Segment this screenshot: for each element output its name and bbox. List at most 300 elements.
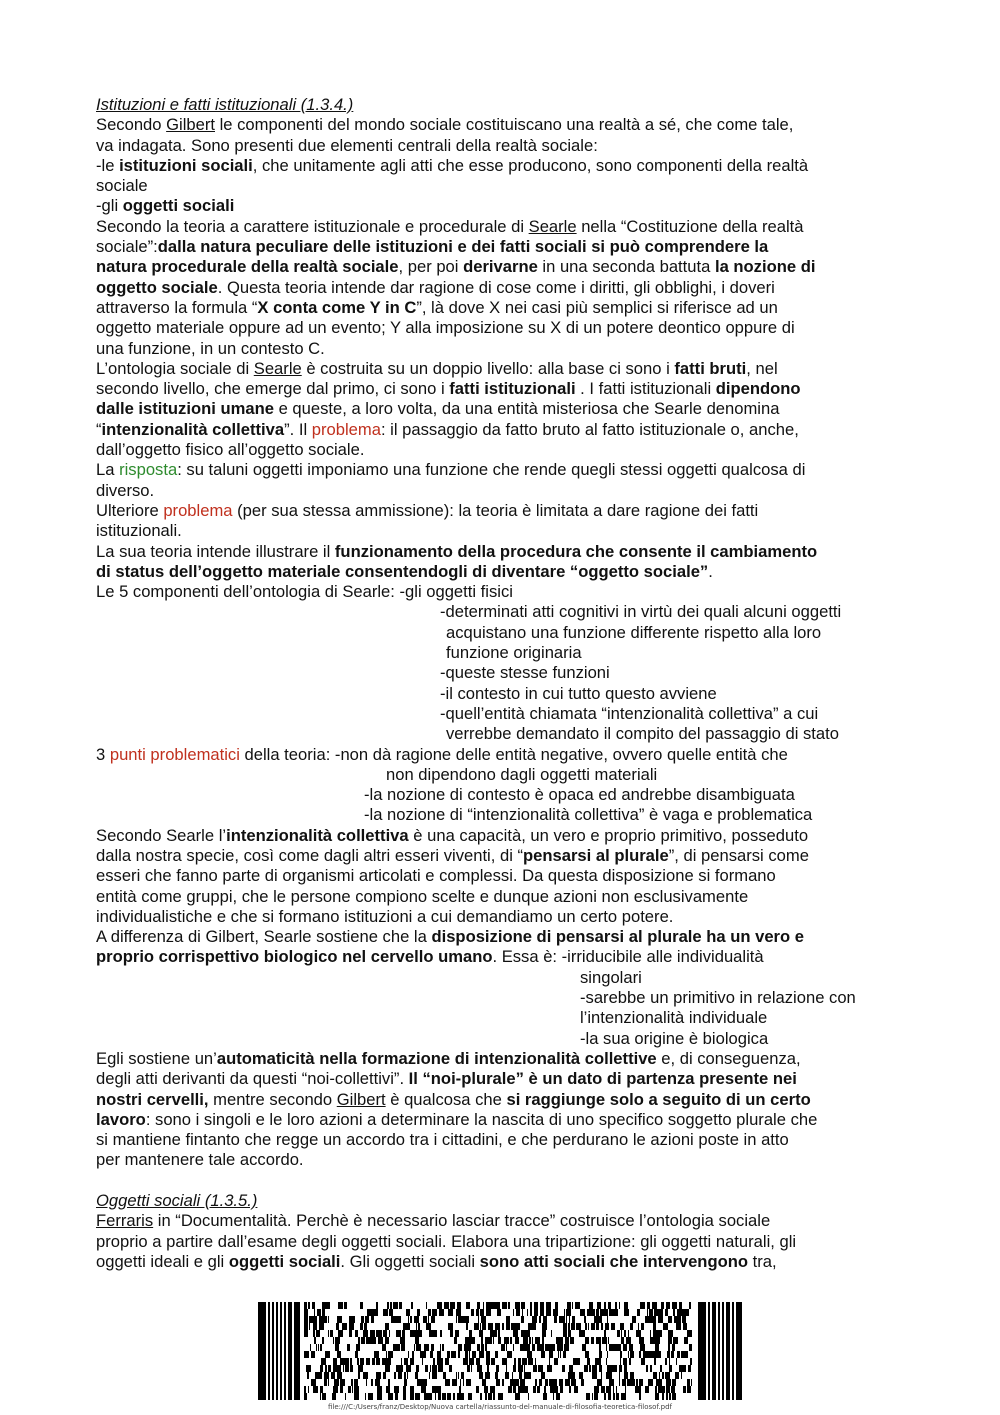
barcode-module	[554, 1316, 557, 1323]
barcode-module	[681, 1309, 684, 1316]
barcode-module	[619, 1379, 620, 1386]
text-line	[96, 602, 908, 622]
barcode-module	[470, 1337, 475, 1344]
barcode-module	[685, 1386, 686, 1393]
barcode-module	[328, 1330, 329, 1337]
barcode-module	[674, 1316, 679, 1323]
barcode-module	[606, 1372, 607, 1379]
barcode-module	[608, 1302, 611, 1309]
text-run: La sua teoria intende illustrare il	[96, 541, 335, 561]
text-line	[96, 1049, 908, 1069]
barcode-module	[668, 1316, 672, 1323]
text-run: Secondo la teoria a carattere istituzionale e procedurale di	[96, 216, 529, 236]
barcode-module	[569, 1365, 570, 1372]
barcode-module	[403, 1393, 406, 1400]
barcode-module	[660, 1365, 662, 1372]
barcode-module	[479, 1372, 483, 1379]
barcode-module	[666, 1302, 670, 1309]
barcode-module	[506, 1323, 510, 1330]
barcode-module	[568, 1372, 572, 1379]
barcode-module	[496, 1379, 500, 1386]
barcode-module	[431, 1344, 434, 1351]
barcode-module	[602, 1337, 607, 1344]
barcode-module	[672, 1302, 677, 1309]
barcode-module	[691, 1379, 692, 1386]
barcode-module	[349, 1323, 354, 1330]
barcode-module	[661, 1302, 664, 1309]
barcode-module	[563, 1316, 565, 1323]
barcode-module	[619, 1302, 620, 1309]
barcode-module	[626, 1337, 631, 1344]
barcode-module	[669, 1358, 670, 1365]
barcode-module	[649, 1309, 653, 1316]
barcode-module	[480, 1323, 481, 1330]
barcode-module	[360, 1358, 364, 1365]
barcode-module	[615, 1302, 617, 1309]
barcode-module	[445, 1393, 446, 1400]
barcode-module	[433, 1358, 435, 1365]
barcode-module	[486, 1358, 490, 1365]
barcode-module	[665, 1358, 667, 1365]
barcode-module	[683, 1323, 687, 1330]
barcode-start-bar	[280, 1302, 282, 1400]
barcode-module	[525, 1344, 530, 1351]
barcode-module	[308, 1302, 310, 1309]
barcode-module	[512, 1372, 513, 1379]
barcode-module	[663, 1323, 666, 1330]
barcode-module	[469, 1351, 470, 1358]
file-path-footer: file:///C:/Users/franz/Desktop/Nuova cartella/riassunto-del-manuale-di-filosofia-teoretica-filosof.pdf	[328, 1403, 672, 1411]
barcode-stop-bar	[732, 1302, 734, 1400]
barcode-module	[324, 1393, 326, 1400]
text-run: entità come gruppi, che le persone compiono scelte e dunque azioni non esclusivamente	[96, 886, 749, 906]
barcode-module	[683, 1386, 685, 1393]
barcode-module	[624, 1309, 629, 1316]
text-run: -la nozione di “intenzionalità collettiva” è vaga e problematica	[364, 805, 813, 825]
barcode-module	[572, 1316, 575, 1323]
barcode-module	[514, 1358, 516, 1365]
text-line	[96, 359, 908, 379]
barcode-module	[564, 1309, 565, 1316]
barcode-module	[549, 1379, 552, 1386]
barcode-module	[314, 1379, 316, 1386]
barcode-module	[653, 1351, 656, 1358]
text-run: funzione originaria	[446, 643, 582, 663]
text-line	[96, 115, 908, 135]
barcode-module	[407, 1372, 408, 1379]
barcode-module	[520, 1358, 521, 1365]
barcode-module	[326, 1302, 330, 1309]
barcode-module	[510, 1337, 512, 1344]
barcode-module	[558, 1344, 563, 1351]
barcode-module	[314, 1309, 315, 1316]
barcode-module	[515, 1393, 520, 1400]
barcode-module	[495, 1351, 497, 1358]
text-run: non dipendono dagli oggetti materiali	[386, 764, 658, 784]
barcode-module	[519, 1372, 522, 1379]
barcode-module	[606, 1358, 607, 1365]
text-run: , nel	[746, 358, 778, 378]
text-run: si mantiene fintanto che regge un accordo tra i cittadini, e che perdurano le azioni poste in atto	[96, 1130, 789, 1150]
text-run: . I fatti istituzionali	[575, 379, 716, 399]
barcode-module	[357, 1358, 359, 1365]
barcode-module	[304, 1323, 305, 1330]
barcode-module	[459, 1393, 464, 1400]
text-line	[96, 684, 908, 704]
bold-text: oggetti sociali	[228, 1251, 341, 1271]
barcode-module	[312, 1302, 315, 1309]
barcode-module	[309, 1323, 310, 1330]
barcode-module	[490, 1386, 495, 1393]
barcode-module	[336, 1379, 339, 1386]
barcode-module	[456, 1372, 457, 1379]
barcode-module	[314, 1337, 316, 1344]
barcode-module	[619, 1372, 620, 1379]
barcode-start-bar	[288, 1302, 292, 1400]
barcode-module	[538, 1365, 543, 1372]
barcode-module	[675, 1372, 679, 1379]
barcode-module	[333, 1365, 337, 1372]
barcode-module	[672, 1379, 676, 1386]
text-run: -la nozione di contesto è opaca ed andrebbe disambiguata	[364, 785, 795, 805]
text-run: -il contesto in cui tutto questo avviene	[440, 683, 717, 703]
barcode-module	[490, 1330, 495, 1337]
bold-text: derivarne	[463, 257, 538, 277]
text-run: sociale”:	[96, 237, 158, 257]
barcode-module	[506, 1365, 507, 1372]
barcode-module	[643, 1351, 648, 1358]
barcode-module	[615, 1344, 618, 1351]
text-line	[96, 1008, 908, 1028]
barcode-stop-bar	[718, 1302, 720, 1400]
barcode-module	[326, 1365, 327, 1372]
barcode-module	[429, 1372, 430, 1379]
text-line	[96, 1150, 908, 1170]
barcode-module	[570, 1365, 573, 1372]
barcode-module	[604, 1393, 606, 1400]
text-run: L’ontologia sociale di	[96, 358, 254, 378]
barcode-module	[535, 1337, 540, 1344]
barcode-module	[345, 1393, 346, 1400]
text-run: in una seconda battuta	[537, 257, 715, 277]
bold-text: funzionamento della procedura che consente il cambiamento	[334, 541, 818, 561]
barcode-module	[528, 1372, 531, 1379]
barcode-module	[410, 1358, 414, 1365]
barcode-module	[654, 1309, 659, 1316]
barcode-module	[485, 1344, 487, 1351]
barcode-module	[424, 1344, 429, 1351]
barcode-module	[570, 1337, 574, 1344]
red-highlight: problema	[311, 419, 381, 439]
barcode-module	[317, 1309, 321, 1316]
barcode-module	[304, 1393, 307, 1400]
barcode-module	[624, 1344, 627, 1351]
barcode-module	[542, 1323, 547, 1330]
barcode-module	[653, 1330, 658, 1337]
barcode-module	[666, 1393, 668, 1400]
barcode-module	[597, 1302, 601, 1309]
barcode-module	[418, 1330, 422, 1337]
text-run: secondo livello, che emerge dal primo, ci sono i	[96, 379, 450, 399]
text-run: -le	[96, 155, 120, 175]
barcode-module	[450, 1302, 451, 1309]
barcode-module	[358, 1337, 360, 1344]
barcode-module	[539, 1379, 542, 1386]
barcode-stop-bar	[708, 1302, 710, 1400]
barcode-module	[411, 1302, 413, 1309]
barcode-module	[658, 1330, 662, 1337]
barcode-module	[363, 1372, 367, 1379]
barcode-module	[624, 1330, 626, 1337]
barcode-module	[520, 1379, 525, 1386]
barcode-module	[449, 1365, 452, 1372]
barcode-module	[650, 1365, 652, 1372]
barcode-module	[358, 1372, 360, 1379]
barcode-module	[457, 1393, 459, 1400]
barcode-stop-bar	[736, 1302, 742, 1400]
text-run: della teoria: -non dà ragione delle entità negative, ovvero quelle entità che	[239, 744, 788, 764]
barcode-module	[530, 1309, 532, 1316]
barcode-module	[479, 1351, 484, 1358]
barcode-module	[647, 1302, 650, 1309]
barcode-module	[532, 1323, 536, 1330]
barcode-module	[583, 1330, 585, 1337]
barcode-module	[535, 1358, 536, 1365]
barcode-module	[528, 1393, 529, 1400]
barcode-module	[573, 1358, 577, 1365]
barcode-module	[659, 1379, 662, 1386]
barcode-module	[620, 1351, 622, 1358]
barcode-module	[442, 1344, 444, 1351]
barcode-module	[448, 1309, 453, 1316]
barcode-module	[310, 1344, 311, 1351]
barcode-module	[493, 1393, 495, 1400]
barcode-module	[471, 1309, 474, 1316]
barcode-module	[539, 1316, 541, 1323]
barcode-module	[383, 1330, 387, 1337]
barcode-module	[385, 1337, 389, 1344]
barcode-module	[406, 1365, 408, 1372]
barcode-module	[480, 1393, 482, 1400]
barcode-module	[522, 1309, 523, 1316]
barcode-start-bar	[284, 1302, 286, 1400]
barcode-module	[688, 1365, 691, 1372]
barcode-module	[584, 1316, 586, 1323]
barcode-module	[564, 1344, 569, 1351]
bold-text: nostri cervelli,	[96, 1089, 209, 1109]
barcode-module	[591, 1337, 593, 1344]
barcode-module	[597, 1379, 602, 1386]
barcode-module	[553, 1386, 558, 1393]
barcode-module	[533, 1365, 537, 1372]
barcode-module	[618, 1344, 621, 1351]
barcode-module	[532, 1337, 533, 1344]
barcode-module	[337, 1351, 341, 1358]
barcode-module	[553, 1344, 555, 1351]
barcode-module	[448, 1323, 453, 1330]
barcode-module	[394, 1386, 399, 1393]
barcode-module	[609, 1379, 614, 1386]
pdf417-barcode	[258, 1302, 742, 1400]
text-run: è costruita su un doppio livello: alla base ci sono i	[301, 358, 675, 378]
barcode-module	[304, 1330, 308, 1337]
barcode-module	[666, 1379, 671, 1386]
barcode-module	[438, 1393, 440, 1400]
barcode-module	[550, 1386, 553, 1393]
barcode-module	[386, 1386, 390, 1393]
text-run: individualistiche e che si formano istituzioni a cui demandiamo un certo potere.	[96, 906, 674, 926]
barcode-module	[623, 1358, 627, 1365]
barcode-module	[400, 1337, 401, 1344]
barcode-module	[587, 1358, 590, 1365]
barcode-module	[482, 1323, 486, 1330]
barcode-module	[513, 1330, 518, 1337]
barcode-module	[368, 1393, 371, 1400]
underlined-name: Searle	[528, 216, 577, 236]
text-run: , che unitamente agli atti che esse producono, sono componenti della realtà	[252, 155, 809, 175]
barcode-module	[354, 1386, 359, 1393]
barcode-module	[600, 1309, 602, 1316]
barcode-module	[486, 1309, 491, 1316]
barcode-module	[647, 1309, 648, 1316]
barcode-module	[560, 1386, 563, 1393]
barcode-module	[383, 1372, 386, 1379]
bold-text: X conta come Y in C	[257, 297, 417, 317]
barcode-module	[324, 1379, 327, 1386]
barcode-module	[488, 1393, 492, 1400]
barcode-module	[679, 1302, 682, 1309]
barcode-module	[659, 1309, 663, 1316]
text-line	[96, 1110, 908, 1130]
barcode-module	[673, 1337, 678, 1344]
barcode-start-bar	[294, 1302, 300, 1400]
barcode-module	[527, 1309, 528, 1316]
text-run: Ulteriore	[96, 500, 164, 520]
barcode-module	[322, 1393, 324, 1400]
barcode-module	[666, 1386, 670, 1393]
text-line	[96, 582, 908, 602]
barcode-module	[393, 1302, 398, 1309]
barcode-module	[445, 1358, 449, 1365]
barcode-module	[460, 1379, 461, 1386]
barcode-module	[534, 1302, 538, 1309]
barcode-module	[557, 1344, 558, 1351]
barcode-module	[552, 1379, 557, 1386]
barcode-module	[349, 1330, 352, 1337]
barcode-module	[616, 1386, 617, 1393]
barcode-module	[561, 1337, 563, 1344]
barcode-module	[466, 1302, 470, 1309]
barcode-module	[319, 1316, 323, 1323]
text-run: (per sua stessa ammissione): la teoria è limitata a dare ragione dei fatti	[232, 500, 759, 520]
barcode-module	[388, 1379, 390, 1386]
barcode-module	[320, 1365, 323, 1372]
text-line	[96, 745, 908, 765]
barcode-module	[549, 1351, 553, 1358]
blank-line	[96, 1171, 908, 1191]
barcode-module	[332, 1393, 336, 1400]
barcode-module	[451, 1351, 456, 1358]
barcode-module	[316, 1330, 320, 1337]
text-line	[96, 704, 908, 724]
barcode-module	[639, 1393, 641, 1400]
barcode-module	[629, 1358, 631, 1365]
barcode-module	[534, 1309, 536, 1316]
barcode-module	[566, 1323, 567, 1330]
barcode-module	[335, 1337, 340, 1344]
barcode-module	[320, 1344, 322, 1351]
barcode-module	[311, 1379, 314, 1386]
text-line	[96, 237, 908, 257]
barcode-module	[467, 1365, 470, 1372]
text-run: mentre secondo	[208, 1089, 337, 1109]
barcode-module	[354, 1379, 358, 1386]
barcode-module	[414, 1316, 418, 1323]
bold-text: proprio corrispettivo biologico nel cervello umano	[96, 947, 493, 967]
barcode-module	[621, 1337, 622, 1344]
bold-text: la nozione di	[714, 257, 816, 277]
bold-text: dalla natura peculiare delle istituzioni e dei fatti sociali si può comprendere la	[157, 237, 769, 257]
barcode-module	[682, 1316, 686, 1323]
barcode-module	[313, 1316, 317, 1323]
barcode-module	[599, 1365, 602, 1372]
barcode-module	[474, 1323, 479, 1330]
barcode-module	[569, 1386, 571, 1393]
barcode-module	[598, 1358, 601, 1365]
barcode-module	[376, 1330, 378, 1337]
barcode-module	[356, 1344, 360, 1351]
barcode-module	[468, 1344, 471, 1351]
barcode-module	[540, 1302, 541, 1309]
barcode-module	[403, 1323, 405, 1330]
barcode-module	[487, 1365, 489, 1372]
text-line	[96, 156, 908, 176]
barcode-module	[360, 1302, 363, 1309]
barcode-module	[569, 1302, 571, 1309]
barcode-module	[468, 1393, 472, 1400]
barcode-module	[396, 1330, 401, 1337]
barcode-module	[580, 1309, 585, 1316]
barcode-module	[589, 1302, 593, 1309]
barcode-module	[636, 1379, 638, 1386]
barcode-module	[349, 1316, 353, 1323]
barcode-module	[609, 1344, 610, 1351]
barcode-module	[399, 1365, 403, 1372]
barcode-module	[319, 1323, 324, 1330]
barcode-module	[414, 1330, 418, 1337]
text-run: ”, di pensarsi come	[668, 845, 809, 865]
barcode-module	[535, 1379, 537, 1386]
barcode-module	[669, 1365, 672, 1372]
barcode-module	[378, 1379, 380, 1386]
barcode-module	[581, 1379, 584, 1386]
barcode-module	[376, 1358, 380, 1365]
barcode-module	[480, 1309, 484, 1316]
barcode-module	[654, 1358, 656, 1365]
barcode-module	[553, 1309, 558, 1316]
barcode-module	[436, 1386, 437, 1393]
barcode-module	[560, 1351, 561, 1358]
barcode-module	[656, 1351, 661, 1358]
text-run: le componenti del mondo sociale costituiscano una realtà a sé, che come tale,	[215, 115, 794, 135]
text-run: istituzionali.	[96, 521, 182, 541]
barcode-module	[523, 1386, 526, 1393]
underlined-name: Ferraris	[96, 1211, 154, 1231]
barcode-module	[404, 1358, 408, 1365]
text-run: è qualcosa che	[385, 1089, 507, 1109]
barcode-module	[540, 1344, 544, 1351]
barcode-module	[569, 1316, 570, 1323]
